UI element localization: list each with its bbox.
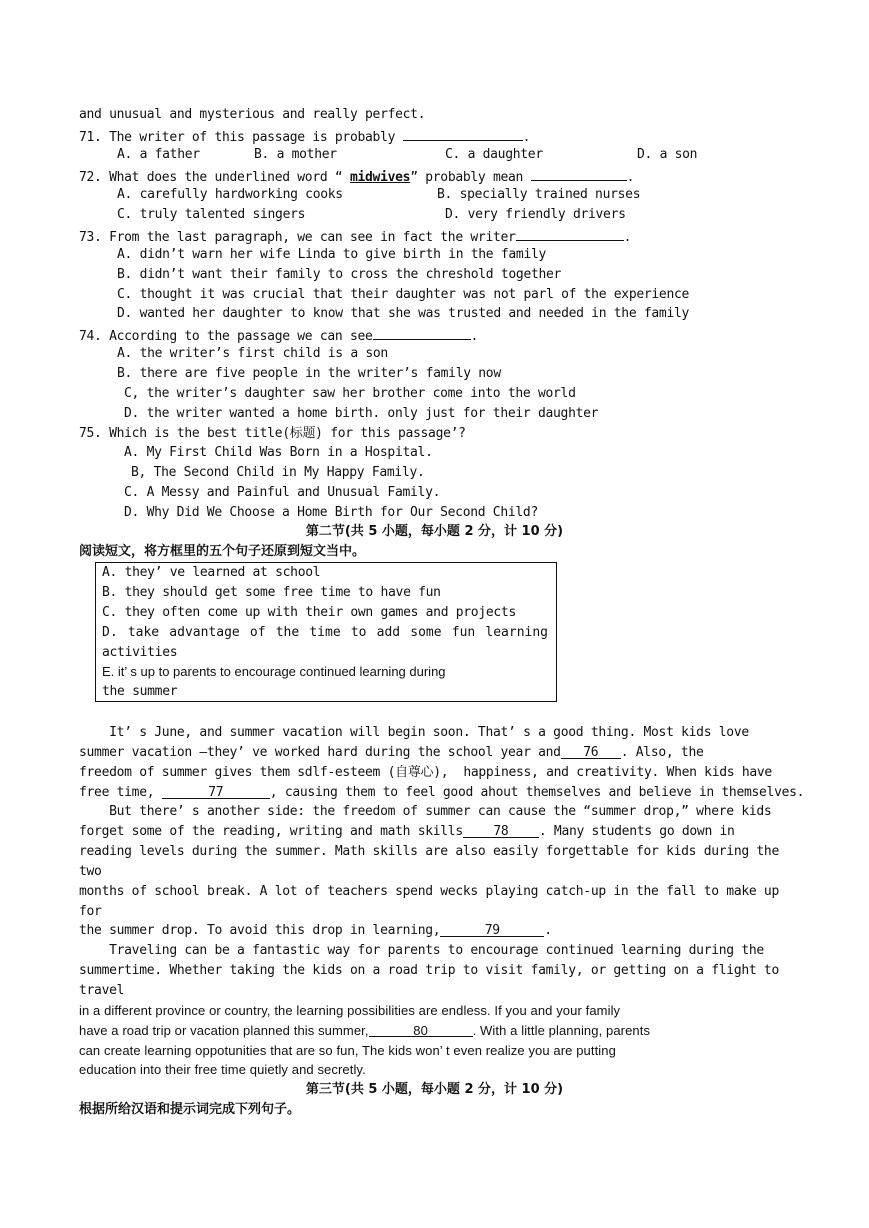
passage-line: can create learning oppotunities that are so fun, The kids won’ t even realize you are putting [79, 1043, 616, 1058]
question-72-option-c: C. truly talented singers [117, 207, 306, 222]
answer-blank-80[interactable]: 80 [369, 1021, 473, 1037]
passage-line: travel [79, 983, 125, 998]
question-74-option-a: A. the writer’s first child is a son [117, 346, 388, 361]
section-2-instruction: 阅读短文，将方框里的五个句子还原到短文当中。 [79, 544, 366, 559]
box-option-d-cont: activities [102, 645, 178, 660]
passage-line: But there’ s another side: the freedom of summer can cause the “summer drop,” where kids [79, 804, 772, 819]
passage-line: for [79, 904, 102, 919]
question-75-option-a: A. My First Child Was Born in a Hospital. [124, 445, 433, 460]
question-71: 71. The writer of this passage is probably . [79, 125, 530, 145]
underlined-word: midwives [349, 170, 411, 185]
passage-line: education into their free time quietly and secretly. [79, 1062, 366, 1077]
question-73-option-b: B. didn’t want their family to cross the chreshold together [117, 267, 562, 282]
question-71-option-c: C. a daughter [445, 147, 543, 162]
section-3-instruction: 根据所给汉语和提示词完成下列句子。 [79, 1102, 301, 1117]
answer-blank-78[interactable]: 78 [463, 822, 539, 838]
question-74-option-b: B. there are five people in the writer’s family now [117, 366, 501, 381]
passage-line: two [79, 864, 102, 879]
section-2-heading: 第二节(共 5 小题，每小题 2 分，计 10 分) [305, 524, 564, 539]
passage-line: summertime. Whether taking the kids on a road trip to visit family, or getting on a flight to [79, 963, 779, 978]
question-75-option-d: D. Why Did We Choose a Home Birth for Our Second Child? [124, 505, 538, 520]
question-75-option-b: B, The Second Child in My Happy Family. [131, 465, 425, 480]
box-option-e-cont: the summer [102, 684, 178, 699]
passage-line: the summer drop. To avoid this drop in learning, 79 . [79, 923, 552, 938]
passage-line: in a different province or country, the learning possibilities are endless. If you and your family [79, 1003, 621, 1018]
section-3-heading: 第三节(共 5 小题，每小题 2 分，计 10 分) [305, 1082, 564, 1097]
passage-line: summer vacation —they’ ve worked hard during the school year and 76 . Also, the [79, 745, 704, 760]
answer-blank-71[interactable] [403, 125, 523, 141]
question-73: 73. From the last paragraph, we can see in fact the writer . [79, 225, 631, 245]
question-72-option-a: A. carefully hardworking cooks [117, 187, 343, 202]
question-72-option-b: B. specially trained nurses [437, 187, 641, 202]
passage-line: forget some of the reading, writing and math skills 78 . Many students go down in [79, 824, 735, 839]
question-74-option-d: D. the writer wanted a home birth. only just for their daughter [124, 406, 599, 421]
box-option-a: A. they’ ve learned at school [102, 565, 321, 580]
box-option-c: C. they often come up with their own games and projects [102, 605, 516, 620]
question-71-option-d: D. a son [637, 147, 698, 162]
question-73-option-d: D. wanted her daughter to know that she was trusted and needed in the family [117, 306, 690, 321]
question-71-stem: 71. The writer of this passage is probably [79, 130, 396, 145]
question-75: 75. Which is the best title(标题) for this passage’? [79, 426, 466, 441]
passage-line: freedom of summer gives them sdlf-esteem (自尊心), happiness, and creativity. When kids have [79, 765, 772, 780]
box-option-d: D. take advantage of the time to add some fun learning [102, 625, 548, 640]
question-71-option-a: A. a father [117, 147, 200, 162]
passage-line: It’ s June, and summer vacation will begin soon. That’ s a good thing. Most kids love [79, 725, 749, 740]
question-73-option-c: C. thought it was crucial that their daughter was not parl of the experience [117, 287, 690, 302]
intro-line: and unusual and mysterious and really perfect. [79, 107, 426, 122]
answer-blank-73[interactable] [516, 225, 624, 241]
passage-line: free time, 77 , causing them to feel good ahout themselves and believe in themselves. [79, 785, 805, 800]
question-73-option-a: A. didn’t warn her wife Linda to give birth in the family [117, 247, 547, 262]
passage-line: have a road trip or vacation planned this summer, 80 . With a little planning, parents [79, 1023, 651, 1038]
question-74-option-c: C, the writer’s daughter saw her brother come into the world [124, 386, 576, 401]
question-75-option-c: C. A Messy and Painful and Unusual Family. [124, 485, 441, 500]
passage-line: reading levels during the summer. Math skills are also easily forgettable for kids during the [79, 844, 779, 859]
box-option-b: B. they should get some free time to have fun [102, 585, 441, 600]
question-71-option-b: B. a mother [254, 147, 337, 162]
question-72-option-d: D. very friendly drivers [445, 207, 626, 222]
answer-blank-74[interactable] [373, 324, 471, 340]
question-74: 74. According to the passage we can see . [79, 324, 478, 344]
question-72: 72. What does the underlined word “ midwives” probably mean . [79, 165, 634, 185]
answer-blank-76[interactable]: 76 [561, 743, 621, 759]
passage-line: Traveling can be a fantastic way for parents to encourage continued learning during the [79, 943, 764, 958]
answer-blank-79[interactable]: 79 [440, 921, 544, 937]
answer-blank-72[interactable] [531, 165, 627, 181]
passage-line: months of school break. A lot of teachers spend wecks playing catch-up in the fall to make up [79, 884, 779, 899]
box-option-e: E. it’ s up to parents to encourage continued learning during [102, 664, 446, 679]
answer-blank-77[interactable]: 77 [162, 783, 270, 799]
